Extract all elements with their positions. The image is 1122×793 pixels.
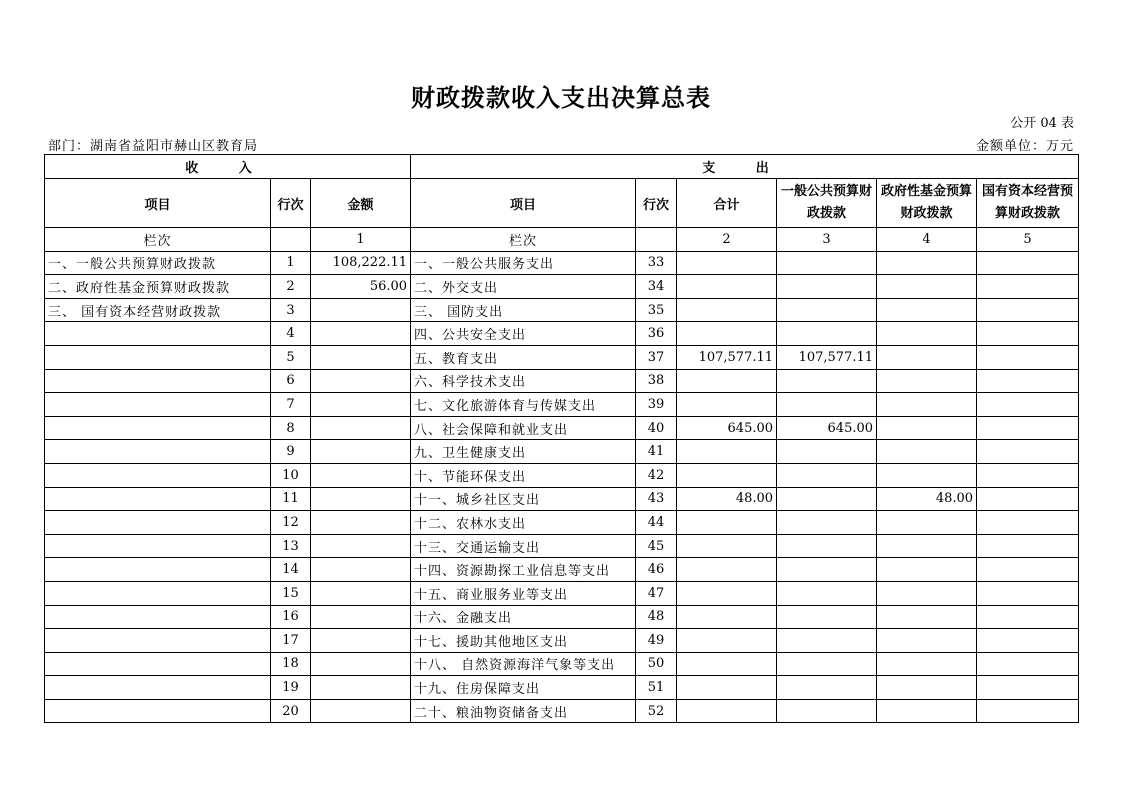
expense-line-cell: 34 xyxy=(636,275,677,299)
fund-budget-cell xyxy=(877,275,977,299)
state-capital-cell xyxy=(977,322,1079,346)
fund-budget-cell xyxy=(877,699,977,723)
income-line-cell: 3 xyxy=(271,298,311,322)
state-capital-cell xyxy=(977,275,1079,299)
income-item-cell xyxy=(45,676,271,700)
col-index-fund: 4 xyxy=(877,228,977,252)
income-amount-cell xyxy=(311,511,411,535)
income-amount-cell xyxy=(311,322,411,346)
expense-item-cell: 十三、交通运输支出 xyxy=(411,534,636,558)
unit-label: 金额单位：万元 xyxy=(975,139,1074,154)
expense-line-cell: 39 xyxy=(636,393,677,417)
total-cell xyxy=(677,440,777,464)
income-line-cell: 10 xyxy=(271,463,311,487)
fund-budget-cell: 48.00 xyxy=(877,487,977,511)
expense-line-cell: 44 xyxy=(636,511,677,535)
income-line-cell: 8 xyxy=(271,416,311,440)
income-item-cell xyxy=(45,511,271,535)
income-item-cell xyxy=(45,393,271,417)
expense-line-cell: 40 xyxy=(636,416,677,440)
total-cell xyxy=(677,581,777,605)
col-header-expense-line: 行次 xyxy=(636,179,677,228)
table-row xyxy=(45,298,1079,322)
income-amount-cell xyxy=(311,416,411,440)
income-item-cell xyxy=(45,581,271,605)
total-cell xyxy=(677,275,777,299)
total-cell xyxy=(677,699,777,723)
income-amount-cell xyxy=(311,463,411,487)
income-item-cell xyxy=(45,345,271,369)
expense-line-cell: 49 xyxy=(636,629,677,653)
expense-item-cell: 十四、资源勘探工业信息等支出 xyxy=(411,558,636,582)
general-budget-cell: 107,577.11 xyxy=(777,345,877,369)
state-capital-cell xyxy=(977,581,1079,605)
income-amount-cell xyxy=(311,605,411,629)
general-budget-cell xyxy=(777,487,877,511)
general-budget-cell xyxy=(777,511,877,535)
income-line-cell: 1 xyxy=(271,251,311,275)
col-index-amount: 1 xyxy=(311,228,411,252)
state-capital-cell xyxy=(977,345,1079,369)
expense-line-cell: 36 xyxy=(636,322,677,346)
income-amount-cell xyxy=(311,393,411,417)
income-line-cell: 9 xyxy=(271,440,311,464)
state-capital-cell xyxy=(977,558,1079,582)
general-budget-cell xyxy=(777,251,877,275)
income-item-cell: 三、 国有资本经营财政拨款 xyxy=(45,298,271,322)
general-budget-cell xyxy=(777,581,877,605)
expense-line-cell: 37 xyxy=(636,345,677,369)
expense-line-cell: 47 xyxy=(636,581,677,605)
income-line-cell: 4 xyxy=(271,322,311,346)
total-cell xyxy=(677,605,777,629)
income-line-cell: 6 xyxy=(271,369,311,393)
expense-line-cell: 33 xyxy=(636,251,677,275)
income-line-cell: 13 xyxy=(271,534,311,558)
total-cell xyxy=(677,629,777,653)
income-item-cell xyxy=(45,463,271,487)
income-item-cell: 一、一般公共预算财政拨款 xyxy=(45,251,271,275)
expense-item-cell: 三、 国防支出 xyxy=(411,298,636,322)
state-capital-cell xyxy=(977,463,1079,487)
total-cell: 48.00 xyxy=(677,487,777,511)
income-item-cell xyxy=(45,487,271,511)
state-capital-cell xyxy=(977,652,1079,676)
expense-item-cell: 二、外交支出 xyxy=(411,275,636,299)
expense-item-cell: 十五、商业服务业等支出 xyxy=(411,581,636,605)
expense-header: 支 出 xyxy=(411,155,1079,179)
expense-item-cell: 二十、粮油物资储备支出 xyxy=(411,699,636,723)
state-capital-cell xyxy=(977,393,1079,417)
table-row xyxy=(45,534,1079,558)
col-header-fund-budget: 政府性基金预算财政拨款 xyxy=(877,179,977,228)
income-header: 收 入 xyxy=(45,155,411,179)
income-line-cell: 11 xyxy=(271,487,311,511)
table-row xyxy=(45,676,1079,700)
table-row xyxy=(45,275,1079,299)
total-cell xyxy=(677,534,777,558)
table-row xyxy=(45,629,1079,653)
general-budget-cell xyxy=(777,440,877,464)
general-budget-cell xyxy=(777,558,877,582)
income-line-cell: 12 xyxy=(271,511,311,535)
total-cell xyxy=(677,558,777,582)
income-item-cell xyxy=(45,699,271,723)
fund-budget-cell xyxy=(877,652,977,676)
col-index-empty xyxy=(636,228,677,252)
table-row xyxy=(45,393,1079,417)
income-amount-cell: 108,222.11 xyxy=(311,251,411,275)
fund-budget-cell xyxy=(877,629,977,653)
col-header-general-budget: 一般公共预算财政拨款 xyxy=(777,179,877,228)
income-line-cell: 20 xyxy=(271,699,311,723)
table-row xyxy=(45,345,1079,369)
form-number: 公开 04 表 xyxy=(1010,116,1074,131)
general-budget-cell xyxy=(777,605,877,629)
total-cell xyxy=(677,676,777,700)
general-budget-cell xyxy=(777,699,877,723)
general-budget-cell xyxy=(777,322,877,346)
total-cell xyxy=(677,463,777,487)
fund-budget-cell xyxy=(877,416,977,440)
income-item-cell xyxy=(45,629,271,653)
income-item-cell xyxy=(45,652,271,676)
general-budget-cell xyxy=(777,534,877,558)
state-capital-cell xyxy=(977,251,1079,275)
state-capital-cell xyxy=(977,369,1079,393)
table-row xyxy=(45,251,1079,275)
expense-item-cell: 十七、援助其他地区支出 xyxy=(411,629,636,653)
table-row xyxy=(45,487,1079,511)
col-index-state: 5 xyxy=(977,228,1079,252)
table-row xyxy=(45,699,1079,723)
expense-line-cell: 38 xyxy=(636,369,677,393)
fund-budget-cell xyxy=(877,534,977,558)
income-line-cell: 7 xyxy=(271,393,311,417)
income-amount-cell xyxy=(311,298,411,322)
table-row xyxy=(45,463,1079,487)
expense-item-cell: 八、社会保障和就业支出 xyxy=(411,416,636,440)
income-line-cell: 19 xyxy=(271,676,311,700)
fund-budget-cell xyxy=(877,369,977,393)
expense-line-cell: 51 xyxy=(636,676,677,700)
total-cell: 107,577.11 xyxy=(677,345,777,369)
income-amount-cell xyxy=(311,676,411,700)
general-budget-cell xyxy=(777,652,877,676)
fund-budget-cell xyxy=(877,558,977,582)
page-title: 财政拨款收入支出决算总表 xyxy=(411,84,711,112)
col-header-income-amount: 金额 xyxy=(311,179,411,228)
state-capital-cell xyxy=(977,298,1079,322)
total-cell xyxy=(677,251,777,275)
fund-budget-cell xyxy=(877,251,977,275)
fund-budget-cell xyxy=(877,511,977,535)
general-budget-cell xyxy=(777,298,877,322)
income-line-cell: 16 xyxy=(271,605,311,629)
state-capital-cell xyxy=(977,487,1079,511)
state-capital-cell xyxy=(977,440,1079,464)
fund-budget-cell xyxy=(877,463,977,487)
total-cell xyxy=(677,369,777,393)
table-row xyxy=(45,605,1079,629)
total-cell xyxy=(677,393,777,417)
fund-budget-cell xyxy=(877,605,977,629)
col-index-empty xyxy=(271,228,311,252)
income-item-cell xyxy=(45,416,271,440)
income-item-cell xyxy=(45,440,271,464)
general-budget-cell xyxy=(777,393,877,417)
col-header-total: 合计 xyxy=(677,179,777,228)
expense-line-cell: 50 xyxy=(636,652,677,676)
income-line-cell: 15 xyxy=(271,581,311,605)
table-row xyxy=(45,440,1079,464)
expense-item-cell: 七、文化旅游体育与传媒支出 xyxy=(411,393,636,417)
state-capital-cell xyxy=(977,534,1079,558)
expense-line-cell: 52 xyxy=(636,699,677,723)
table-row xyxy=(45,558,1079,582)
state-capital-cell xyxy=(977,416,1079,440)
department-label: 部门：湖南省益阳市赫山区教育局 xyxy=(48,139,259,154)
expense-line-cell: 35 xyxy=(636,298,677,322)
income-amount-cell xyxy=(311,652,411,676)
col-header-income-line: 行次 xyxy=(271,179,311,228)
total-cell xyxy=(677,652,777,676)
income-line-cell: 2 xyxy=(271,275,311,299)
expense-line-cell: 46 xyxy=(636,558,677,582)
general-budget-cell xyxy=(777,463,877,487)
general-budget-cell xyxy=(777,676,877,700)
state-capital-cell xyxy=(977,605,1079,629)
income-amount-cell xyxy=(311,487,411,511)
general-budget-cell xyxy=(777,369,877,393)
expense-item-cell: 十八、 自然资源海洋气象等支出 xyxy=(411,652,636,676)
table-row xyxy=(45,581,1079,605)
income-item-cell: 二、政府性基金预算财政拨款 xyxy=(45,275,271,299)
fund-budget-cell xyxy=(877,298,977,322)
expense-item-cell: 十九、住房保障支出 xyxy=(411,676,636,700)
col-index-label: 栏次 xyxy=(45,228,271,252)
col-index-general: 3 xyxy=(777,228,877,252)
col-header-expense-item: 项目 xyxy=(411,179,636,228)
income-amount-cell xyxy=(311,369,411,393)
income-line-cell: 14 xyxy=(271,558,311,582)
general-budget-cell xyxy=(777,275,877,299)
expense-line-cell: 43 xyxy=(636,487,677,511)
budget-table xyxy=(44,154,1079,723)
income-amount-cell xyxy=(311,558,411,582)
income-line-cell: 17 xyxy=(271,629,311,653)
expense-item-cell: 四、公共安全支出 xyxy=(411,322,636,346)
table-row xyxy=(45,511,1079,535)
income-item-cell xyxy=(45,605,271,629)
expense-item-cell: 六、科学技术支出 xyxy=(411,369,636,393)
income-item-cell xyxy=(45,558,271,582)
col-index-total: 2 xyxy=(677,228,777,252)
expense-line-cell: 48 xyxy=(636,605,677,629)
total-cell: 645.00 xyxy=(677,416,777,440)
col-header-income-item: 项目 xyxy=(45,179,271,228)
fund-budget-cell xyxy=(877,676,977,700)
income-line-cell: 5 xyxy=(271,345,311,369)
income-line-cell: 18 xyxy=(271,652,311,676)
income-amount-cell xyxy=(311,345,411,369)
expense-item-cell: 九、卫生健康支出 xyxy=(411,440,636,464)
col-index-label-expense: 栏次 xyxy=(411,228,636,252)
fund-budget-cell xyxy=(877,322,977,346)
general-budget-cell xyxy=(777,629,877,653)
general-budget-cell: 645.00 xyxy=(777,416,877,440)
expense-item-cell: 十、节能环保支出 xyxy=(411,463,636,487)
fund-budget-cell xyxy=(877,581,977,605)
expense-item-cell: 十二、农林水支出 xyxy=(411,511,636,535)
income-item-cell xyxy=(45,322,271,346)
table-row xyxy=(45,322,1079,346)
expense-line-cell: 42 xyxy=(636,463,677,487)
income-amount-cell: 56.00 xyxy=(311,275,411,299)
col-header-state-capital: 国有资本经营预算财政拨款 xyxy=(977,179,1079,228)
state-capital-cell xyxy=(977,699,1079,723)
fund-budget-cell xyxy=(877,393,977,417)
state-capital-cell xyxy=(977,511,1079,535)
total-cell xyxy=(677,511,777,535)
expense-item-cell: 十六、金融支出 xyxy=(411,605,636,629)
income-item-cell xyxy=(45,369,271,393)
expense-line-cell: 45 xyxy=(636,534,677,558)
expense-line-cell: 41 xyxy=(636,440,677,464)
income-amount-cell xyxy=(311,534,411,558)
table-row xyxy=(45,369,1079,393)
state-capital-cell xyxy=(977,629,1079,653)
state-capital-cell xyxy=(977,676,1079,700)
expense-item-cell: 五、教育支出 xyxy=(411,345,636,369)
table-row xyxy=(45,652,1079,676)
table-row xyxy=(45,416,1079,440)
fund-budget-cell xyxy=(877,440,977,464)
fund-budget-cell xyxy=(877,345,977,369)
income-amount-cell xyxy=(311,581,411,605)
income-amount-cell xyxy=(311,440,411,464)
total-cell xyxy=(677,322,777,346)
income-amount-cell xyxy=(311,629,411,653)
expense-item-cell: 十一、城乡社区支出 xyxy=(411,487,636,511)
income-amount-cell xyxy=(311,699,411,723)
expense-item-cell: 一、一般公共服务支出 xyxy=(411,251,636,275)
total-cell xyxy=(677,298,777,322)
income-item-cell xyxy=(45,534,271,558)
